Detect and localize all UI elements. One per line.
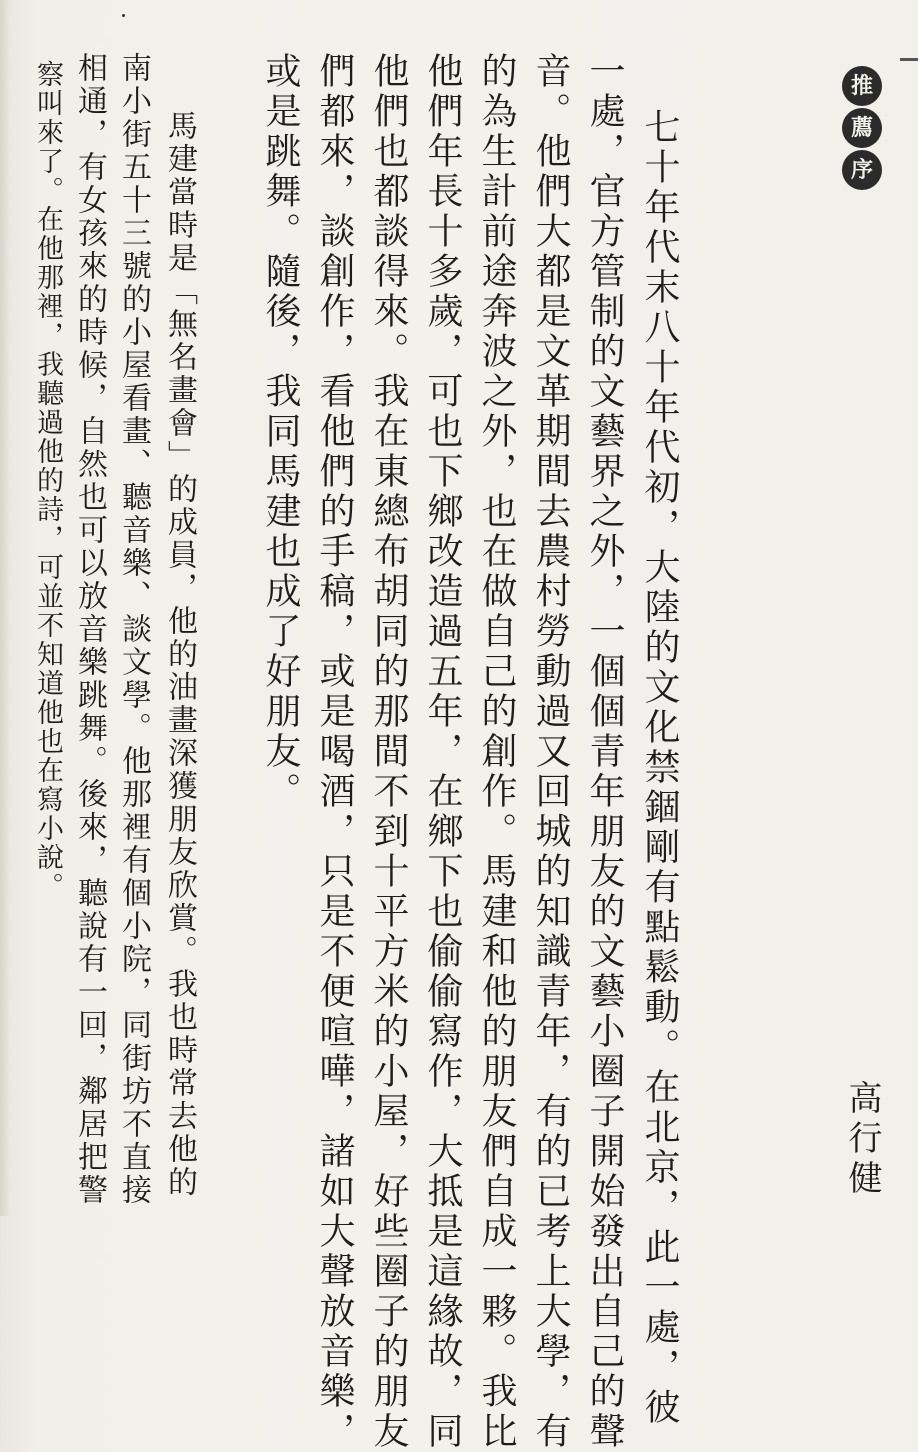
text-column-7: 們都來，談創作，看他們的手稿，或是喝酒，只是不便喧嘩，諸如大聲放音樂， [314,52,355,1452]
header-seal-char-3: 序 [842,150,882,190]
text-column-6: 他們也都談得來。我在東總布胡同的那間不到十平方米的小屋，好些圈子的朋友 [368,52,409,1452]
text-column-4: 的為生計前途奔波之外，也在做自己的創作。馬建和他的朋友們自成一夥。我比 [476,52,517,1452]
margin-mark [900,58,918,61]
text-column-11: 相通，有女孩來的時候，自然也可以放音樂跳舞。後來，聽說有一回，鄰居把警 [72,52,107,1207]
text-column-2: 一處，官方管制的文藝界之外，一個個青年朋友的文藝小圈子開始發出自己的聲 [584,52,625,1452]
ink-dot [122,14,125,17]
text-column-5: 他們年長十多歲，可也下鄉改造過五年，在鄉下也偷偷寫作，大抵是這緣故，同 [422,52,463,1452]
header-seal-char-1: 推 [842,66,882,106]
text-column-10: 南小街五十三號的小屋看畫、聽音樂、談文學。他那裡有個小院，同街坊不直接 [116,52,151,1207]
header-seal-char-2: 薦 [842,108,882,148]
page-edge-shadow [0,0,10,1216]
text-column-8: 或是跳舞。隨後，我同馬建也成了好朋友。 [260,52,301,812]
text-column-3: 音。他們大都是文革期間去農村勞動過又回城的知識青年，有的已考上大學，有 [530,52,571,1452]
section-header [840,66,884,190]
author-name: 高行健 [842,1080,882,1200]
text-column-9: 馬建當時是「無名畫會」的成員，他的油畫深獲朋友欣賞。我也時常去他的 [162,110,197,1199]
text-column-1: 七十年代末八十年代初，大陸的文化禁錮剛有點鬆動。在北京，此一處，彼 [639,108,680,1428]
text-column-12: 察叫來了。在他那裡，我聽過他的詩，可並不知道他也在寫小說。 [32,60,63,901]
